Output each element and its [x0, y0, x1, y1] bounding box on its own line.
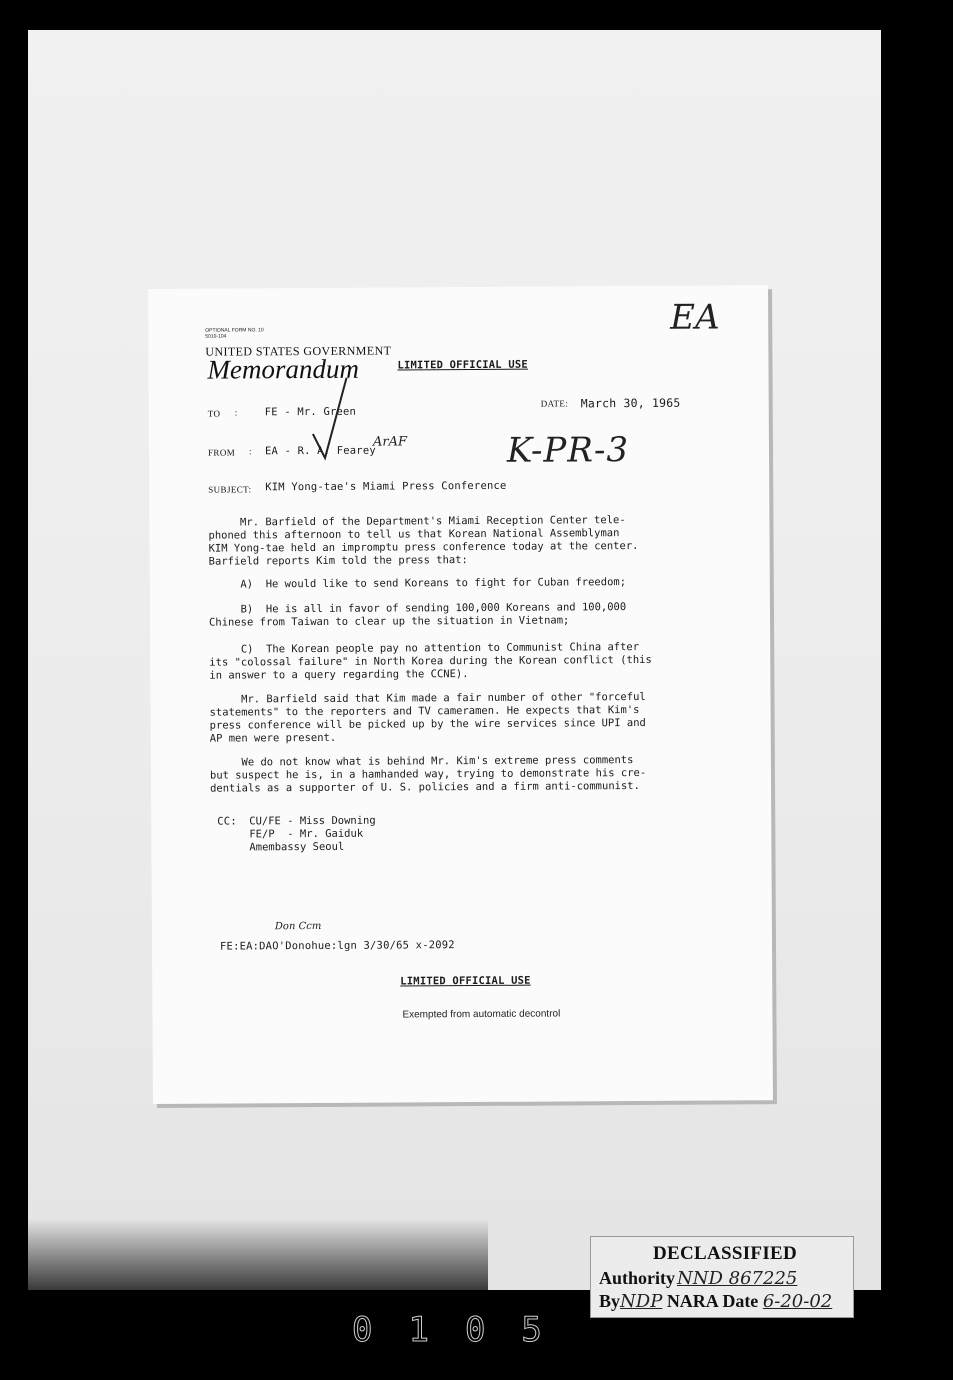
handwritten-drafter-initials: Don Ccm: [274, 920, 322, 933]
subject-label: SUBJECT:: [208, 484, 252, 495]
handwritten-initials: ArAF: [372, 434, 408, 450]
body-item-a: A) He would like to send Koreans to fight for Cuban freedom;: [208, 576, 627, 591]
cc-label: CC:: [217, 815, 237, 828]
from-colon: :: [248, 446, 252, 457]
body-intro: Mr. Barfield of the Department's Miami Reception Center tele- phoned this afternoon to tell us that Korean National Assemblyman KIM Yong-tae held an impromptu press conference today at the center. Barfield reports Kim told the press that:: [208, 514, 639, 568]
to-value: FE - Mr. Green: [264, 405, 357, 419]
authority-line: [599, 1268, 797, 1289]
film-shadow: [28, 1218, 488, 1290]
by-line: [599, 1291, 832, 1312]
body-paragraph-3: We do not know what is behind Mr. Kim's extreme press comments but suspect he is, in a hamhanded way, trying to demonstrate his cre- dentials as a supporter of U. S. policies and a firm anti-communist.: [209, 754, 647, 795]
from-label: FROM: [207, 447, 236, 458]
cc-line-2: FE/P - Mr. Gaiduk: [249, 827, 364, 841]
handwritten-ea: EA: [670, 297, 720, 338]
government-heading: UNITED STATES GOVERNMENT: [205, 343, 392, 359]
memo-title: Memorandum: [207, 353, 360, 385]
authority-label: Authority: [599, 1268, 675, 1288]
date-value: March 30, 1965: [580, 395, 681, 411]
cc-line-1: CU/FE - Miss Downing: [249, 814, 376, 828]
body-item-b: B) He is all in favor of sending 100,000 Koreans and 100,000 Chinese from Taiwan to clear up the situation in Vietnam;: [208, 601, 627, 629]
by-value: NDP: [620, 1291, 663, 1312]
body-item-c: C) The Korean people pay no attention to Communist China after its "colossal failure" in North Korea during the Korean conflict (this in answer to a query regarding the CCNE).: [209, 641, 652, 682]
classification-bottom: LIMITED OFFICIAL USE: [400, 974, 531, 988]
to-colon: :: [234, 407, 238, 418]
drafting-line: FE:EA:DAO'Donohue:lgn 3/30/65 x-2092: [219, 939, 455, 953]
from-value: EA - R. A. Fearey: [264, 444, 376, 458]
to-label: TO: [207, 408, 221, 419]
nara-date-label: NARA Date: [666, 1291, 759, 1311]
by-label: By: [599, 1291, 621, 1311]
decontrol-stamp: Exempted from automatic decontrol: [402, 1008, 561, 1021]
cc-line-3: Amembassy Seoul: [249, 840, 345, 854]
body-paragraph-2: Mr. Barfield said that Kim made a fair number of other "forceful statements" to the reporters and TV cameramen. He expects that Kim's press conference will be picked up by the wire services since UPI and AP men were present.: [209, 690, 646, 745]
declassification-stamp: [590, 1236, 854, 1318]
frame-number: 0105: [352, 1310, 578, 1350]
date-label: DATE:: [540, 398, 569, 409]
classification-top: LIMITED OFFICIAL USE: [397, 358, 528, 372]
nara-date-value: 6-20-02: [762, 1291, 833, 1312]
declassified-title: DECLASSIFIED: [653, 1243, 798, 1264]
authority-value: NND 867225: [677, 1268, 798, 1289]
form-number: OPTIONAL FORM NO. 10 5010-104: [205, 327, 264, 340]
subject-value: KIM Yong-tae's Miami Press Conference: [265, 479, 507, 494]
memo-sheet: [148, 285, 773, 1104]
handwritten-file-code: K-PR-3: [506, 430, 630, 471]
